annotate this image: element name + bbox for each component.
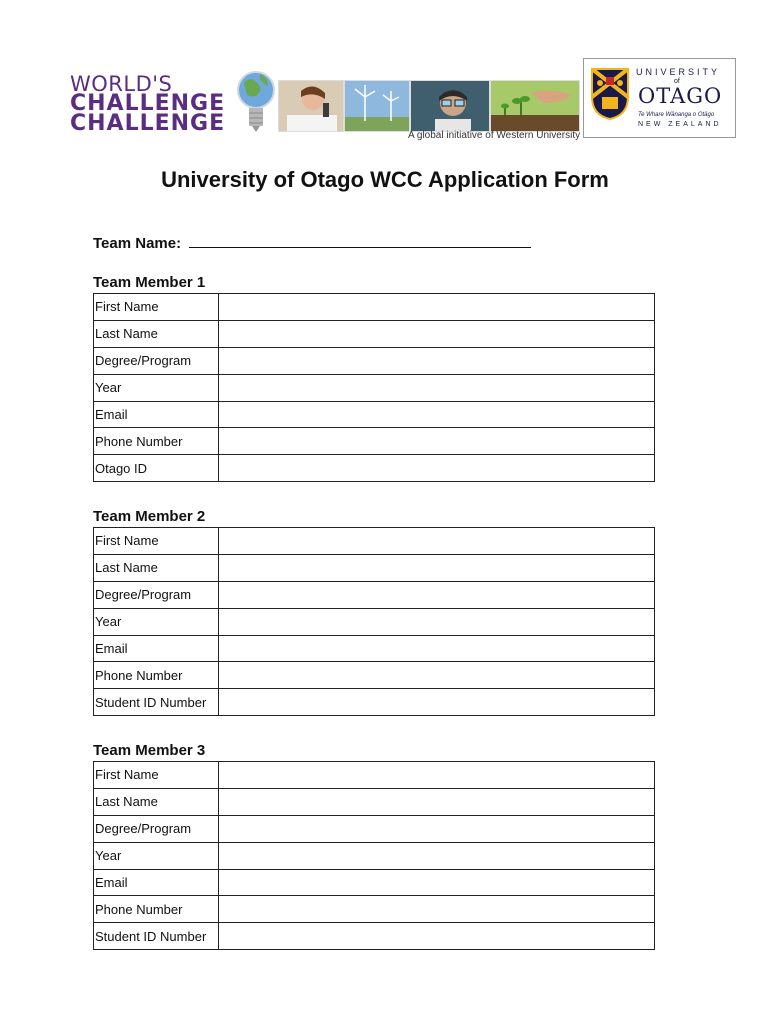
table-row <box>94 842 655 869</box>
otago-logo-maori-name: Te Whare Wānanga o Otāgo <box>638 112 715 118</box>
field-input[interactable] <box>219 374 655 401</box>
otago-crest-icon <box>590 67 630 121</box>
otago-logo-university: UNIVERSITY <box>636 67 721 77</box>
table-row <box>94 896 655 923</box>
field-input[interactable] <box>219 689 655 716</box>
table-row <box>94 662 655 689</box>
team-member-1-section <box>93 274 655 482</box>
field-label: First Name <box>94 762 219 789</box>
table-row <box>94 428 655 455</box>
team-member-3-section <box>93 742 655 950</box>
field-label: Last Name <box>94 788 219 815</box>
table-row <box>94 581 655 608</box>
field-input[interactable] <box>219 294 655 321</box>
field-input[interactable] <box>219 347 655 374</box>
field-input[interactable] <box>219 528 655 555</box>
table-row <box>94 528 655 555</box>
researcher-goggles-photo <box>410 80 490 132</box>
team-name-field[interactable] <box>189 233 531 248</box>
otago-logo-name: OTAGO <box>638 84 723 108</box>
field-input[interactable] <box>219 762 655 789</box>
field-input[interactable] <box>219 896 655 923</box>
team-member-2-table <box>93 527 655 716</box>
team-name-row <box>93 233 531 252</box>
student-microscope-photo <box>278 80 344 132</box>
field-label: Phone Number <box>94 428 219 455</box>
team-member-title: Team Member 1 <box>93 274 206 291</box>
team-member-1-table <box>93 293 655 482</box>
team-member-title: Team Member 2 <box>93 508 206 525</box>
field-input[interactable] <box>219 815 655 842</box>
field-label: Year <box>94 842 219 869</box>
field-label: Student ID Number <box>94 923 219 950</box>
field-label: Degree/Program <box>94 815 219 842</box>
table-row <box>94 401 655 428</box>
field-label: Email <box>94 869 219 896</box>
field-label: Degree/Program <box>94 581 219 608</box>
wcc-logo-line3: CHALLENGE <box>70 111 226 136</box>
field-input[interactable] <box>219 401 655 428</box>
field-input[interactable] <box>219 455 655 482</box>
field-input[interactable] <box>219 635 655 662</box>
field-label: Student ID Number <box>94 689 219 716</box>
field-label: Phone Number <box>94 662 219 689</box>
table-row <box>94 455 655 482</box>
table-row <box>94 689 655 716</box>
field-input[interactable] <box>219 581 655 608</box>
field-input[interactable] <box>219 554 655 581</box>
lightbulb-globe-icon <box>236 66 276 144</box>
field-label: First Name <box>94 294 219 321</box>
page-header <box>0 0 770 150</box>
university-of-otago-logo <box>583 58 736 138</box>
table-row <box>94 869 655 896</box>
field-label: Otago ID <box>94 455 219 482</box>
wcc-logo-line2: CHALLENGE <box>70 91 226 116</box>
wcc-logo-line1: WORLD'S <box>70 72 173 96</box>
field-input[interactable] <box>219 428 655 455</box>
field-label: Last Name <box>94 320 219 347</box>
field-input[interactable] <box>219 320 655 347</box>
field-label: Last Name <box>94 554 219 581</box>
field-label: Year <box>94 608 219 635</box>
table-row <box>94 554 655 581</box>
field-input[interactable] <box>219 662 655 689</box>
otago-logo-of: of <box>674 78 680 85</box>
field-label: Year <box>94 374 219 401</box>
form-title: University of Otago WCC Application Form <box>161 167 609 192</box>
team-member-3-table <box>93 761 655 950</box>
field-input[interactable] <box>219 923 655 950</box>
table-row <box>94 347 655 374</box>
table-row <box>94 815 655 842</box>
field-label: Degree/Program <box>94 347 219 374</box>
field-label: Phone Number <box>94 896 219 923</box>
table-row <box>94 608 655 635</box>
field-input[interactable] <box>219 788 655 815</box>
otago-logo-country: NEW ZEALAND <box>638 121 722 128</box>
field-label: Email <box>94 401 219 428</box>
table-row <box>94 294 655 321</box>
wcc-tagline: A global initiative of Western University <box>408 130 581 141</box>
table-row <box>94 374 655 401</box>
field-label: Email <box>94 635 219 662</box>
worlds-challenge-challenge-logo <box>70 74 225 134</box>
field-label: First Name <box>94 528 219 555</box>
team-member-2-section <box>93 508 655 716</box>
field-input[interactable] <box>219 842 655 869</box>
team-member-title: Team Member 3 <box>93 742 206 759</box>
table-row <box>94 320 655 347</box>
table-row <box>94 788 655 815</box>
field-input[interactable] <box>219 608 655 635</box>
seedling-hands-photo <box>490 80 580 132</box>
table-row <box>94 923 655 950</box>
wind-turbines-photo <box>344 80 410 132</box>
field-input[interactable] <box>219 869 655 896</box>
team-name-label: Team Name: <box>93 235 182 252</box>
table-row <box>94 762 655 789</box>
table-row <box>94 635 655 662</box>
